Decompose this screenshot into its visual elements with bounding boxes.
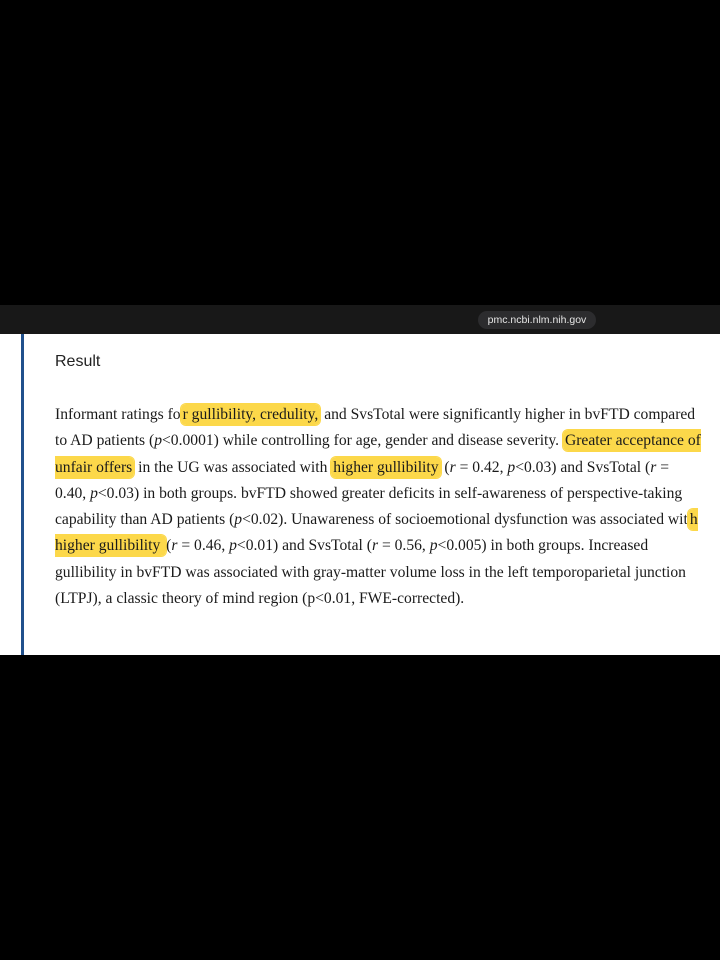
result-paragraph	[55, 402, 703, 612]
text-segment: (	[166, 537, 172, 555]
text-segment: <0.01) and SvsTotal (	[236, 537, 372, 555]
text-segment: <0.02). Unawareness of socioemotional dysfunction was associated wit	[242, 511, 688, 529]
stat-symbol-p: p	[507, 458, 516, 476]
stat-symbol-p: p	[90, 484, 98, 502]
stat-symbol-r: r	[449, 458, 456, 476]
text-segment: <0.005) in both groups. Increased gullibility in bvFTD was associated with gray-matter volume loss in the left temporoparietal junction (LTPJ), a classic theory of mind region (p<0.01, FWE-corrected).	[55, 537, 686, 608]
text-segment: Informant ratings fo	[55, 406, 181, 423]
text-segment: and SvsTotal were significantly higher in bvFTD compared to AD patients (	[55, 406, 696, 450]
text-segment: = 0.40,	[55, 458, 670, 502]
stat-symbol-p: p	[234, 511, 243, 529]
article-page	[0, 334, 720, 655]
text-segment: in the UG was associated with	[134, 458, 332, 476]
stat-symbol-p: p	[429, 537, 438, 555]
stat-symbol-p: p	[154, 432, 162, 450]
highlight-greater-acceptance: Greater acceptance of unfair offers	[55, 432, 701, 476]
highlight-higher-gullibility-1: higher gullibility	[333, 458, 439, 476]
highlight-higher-gullibility-2: h higher gullibility	[55, 511, 698, 555]
highlight-gullibility-credulity: r gullibility, credulity,	[182, 406, 319, 423]
section-heading-result: Result	[55, 353, 101, 370]
text-segment: = 0.42,	[455, 458, 508, 476]
text-segment: = 0.46,	[177, 537, 230, 555]
stat-symbol-r: r	[650, 458, 657, 476]
stat-symbol-r: r	[371, 537, 379, 555]
text-segment: <0.03) in both groups. bvFTD showed greater deficits in self-awareness of perspective-taking capability than AD patients (	[55, 484, 683, 529]
url-display[interactable]: pmc.ncbi.nlm.nih.gov	[478, 311, 596, 329]
text-segment: <0.03) and SvsTotal (	[515, 458, 651, 476]
stat-symbol-r: r	[171, 537, 178, 555]
text-segment: (	[440, 458, 450, 476]
text-segment: <0.0001) while controlling for age, gender and disease severity.	[161, 432, 563, 450]
stat-symbol-p: p	[229, 537, 237, 555]
browser-address-bar	[0, 305, 720, 334]
section-left-rule	[21, 334, 24, 655]
text-segment: = 0.56,	[378, 537, 430, 555]
